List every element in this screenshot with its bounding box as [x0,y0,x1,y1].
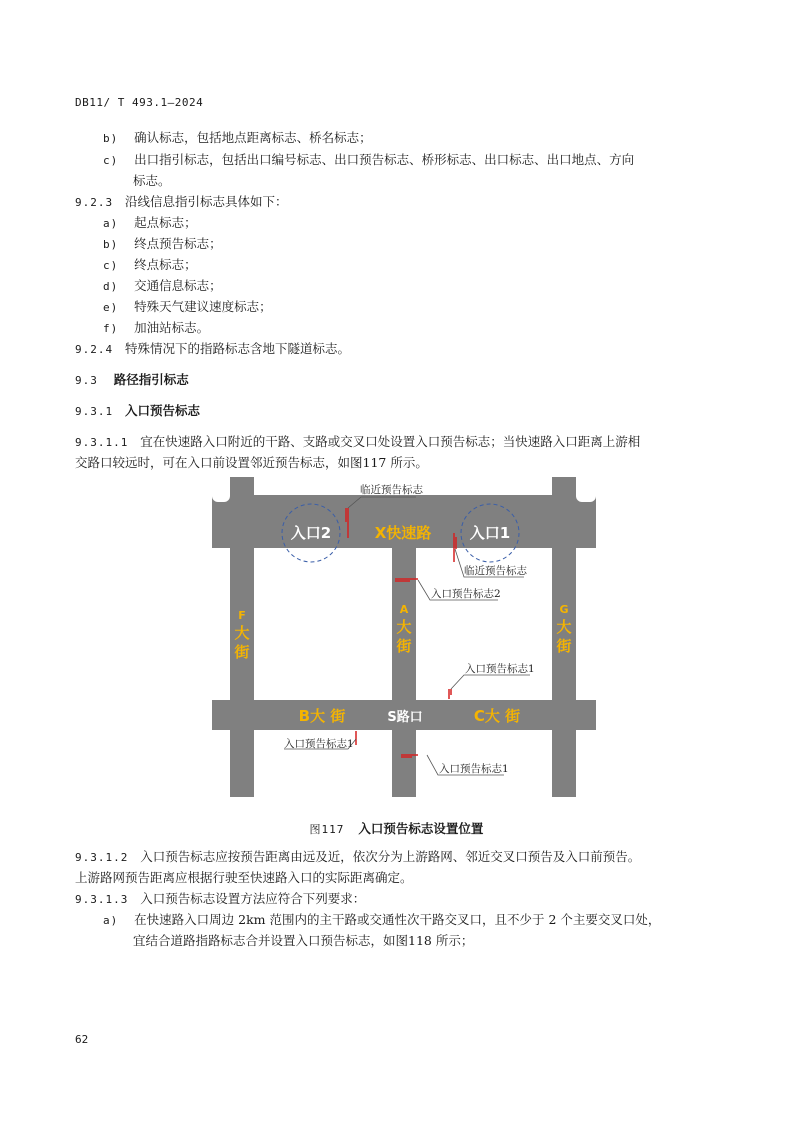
list-text: 交通信息标志； [134,278,222,293]
f-street-char2: 街 [234,643,250,661]
list-item [103,257,197,274]
section-number: 9.3.1 [75,405,114,418]
entrance1-sign-bottom-label: 入口预告标志1 [439,763,509,775]
clause [75,434,640,451]
section-number: 9.3 [75,374,98,387]
clause-text: 沿线信息指引标志具体如下： [125,194,288,209]
clause-number: 9.3.1.2 [75,851,129,864]
clause-number: 9.2.3 [75,196,114,209]
list-text: 确认标志，包括地点距离标志、桥名标志； [134,130,372,145]
list-marker: c) [103,259,119,272]
list-continuation: 宜结合道路指路标志合并设置入口预告标志，如图118 所示； [133,933,474,948]
block-corner-tl [212,477,230,502]
list-continuation: 标志。 [133,173,171,188]
section-title: 路径指引标志 [113,372,189,387]
block-left-mid [212,548,230,700]
c-street-label: C大 街 [473,707,521,725]
list-item [103,278,222,295]
clause-number: 9.3.1.1 [75,436,129,449]
clause-continuation: 上游路网预告距离应根据行驶至快速路入口的实际距离确定。 [75,870,413,885]
clause-number: 9.2.4 [75,343,114,356]
document-id: DB11/ T 493.1—2024 [75,96,204,109]
g-street-letter: G [559,603,569,616]
figure-number: 图117 [309,823,345,836]
block-bottom-left [212,730,230,797]
list-text: 加油站标志。 [134,320,210,335]
list-marker: e) [103,301,119,314]
entrance1-label: 入口1 [469,524,511,542]
block-corner-tr [576,477,596,502]
g-street-char2: 街 [556,637,572,655]
clause-number: 9.3.1.3 [75,893,129,906]
block-bottom-right [576,730,596,797]
x-expressway-label: X快速路 [374,524,432,542]
clause-text: 特殊情况下的指路标志含地下隧道标志。 [125,341,351,356]
clause [75,341,350,358]
list-item [103,236,222,253]
list-item [103,320,209,337]
entrance-sign-diagram [212,477,596,797]
list-text: 在快速路入口周边 2km 范围内的主干路或交通性次干路交叉口，且不少于 2 个主要交叉口处， [134,912,661,927]
list-text: 终点预告标志； [134,236,222,251]
figure-title: 入口预告标志设置位置 [358,821,484,836]
list-item [103,152,634,169]
list-marker: c) [103,154,119,167]
clause-text: 入口预告标志应按预告距离由远及近，依次分为上游路网、邻近交叉口预告及入口前预告。 [140,849,641,864]
clause [75,194,288,211]
entrance1-sign-upper-label: 入口预告标志1 [465,663,535,675]
clause-text: 宜在快速路入口附近的干路、支路或交叉口处设置入口预告标志；当快速路入口距离上游相 [140,434,641,449]
a-street-char1: 大 [396,618,412,636]
g-street-char1: 大 [556,618,572,636]
near-sign-right-label: 临近预告标志 [464,565,527,577]
list-item [103,130,372,147]
entrance2-label: 入口2 [290,524,332,542]
block-right-mid [576,548,596,700]
list-item [103,215,197,232]
s-intersection-label: S路口 [387,710,423,725]
a-street-letter: A [399,603,409,616]
clause [75,891,365,908]
f-street-letter: F [238,609,246,622]
list-item [103,299,272,316]
section-heading [75,372,189,389]
entrance2-sign-label: 入口预告标志2 [431,588,501,600]
section-title: 入口预告标志 [125,403,201,418]
list-item [103,912,660,929]
subsection-heading [75,403,200,420]
list-marker: a) [103,217,119,230]
clause-text: 入口预告标志设置方法应符合下列要求： [140,891,366,906]
clause-continuation: 交路口较远时，可在入口前设置邻近预告标志，如图117 所示。 [75,455,428,470]
list-marker: b) [103,132,119,145]
f-street-char1: 大 [234,624,250,642]
list-marker: b) [103,238,119,251]
near-sign-top-label: 临近预告标志 [360,484,423,496]
a-street-char2: 街 [396,637,412,655]
page-number: 62 [75,1033,89,1046]
list-text: 起点标志； [134,215,197,230]
entrance1-sign-left-label: 入口预告标志1 [284,738,354,750]
list-marker: d) [103,280,119,293]
b-street-label: B大 街 [298,707,346,725]
list-text: 特殊天气建议速度标志； [134,299,272,314]
list-text: 出口指引标志，包括出口编号标志、出口预告标志、桥形标志、出口标志、出口地点、方向 [134,152,635,167]
list-marker: f) [103,322,119,335]
figure-caption [0,819,793,837]
clause [75,849,640,866]
list-text: 终点标志； [134,257,197,272]
block-top-left [254,548,392,700]
list-marker: a) [103,914,119,927]
